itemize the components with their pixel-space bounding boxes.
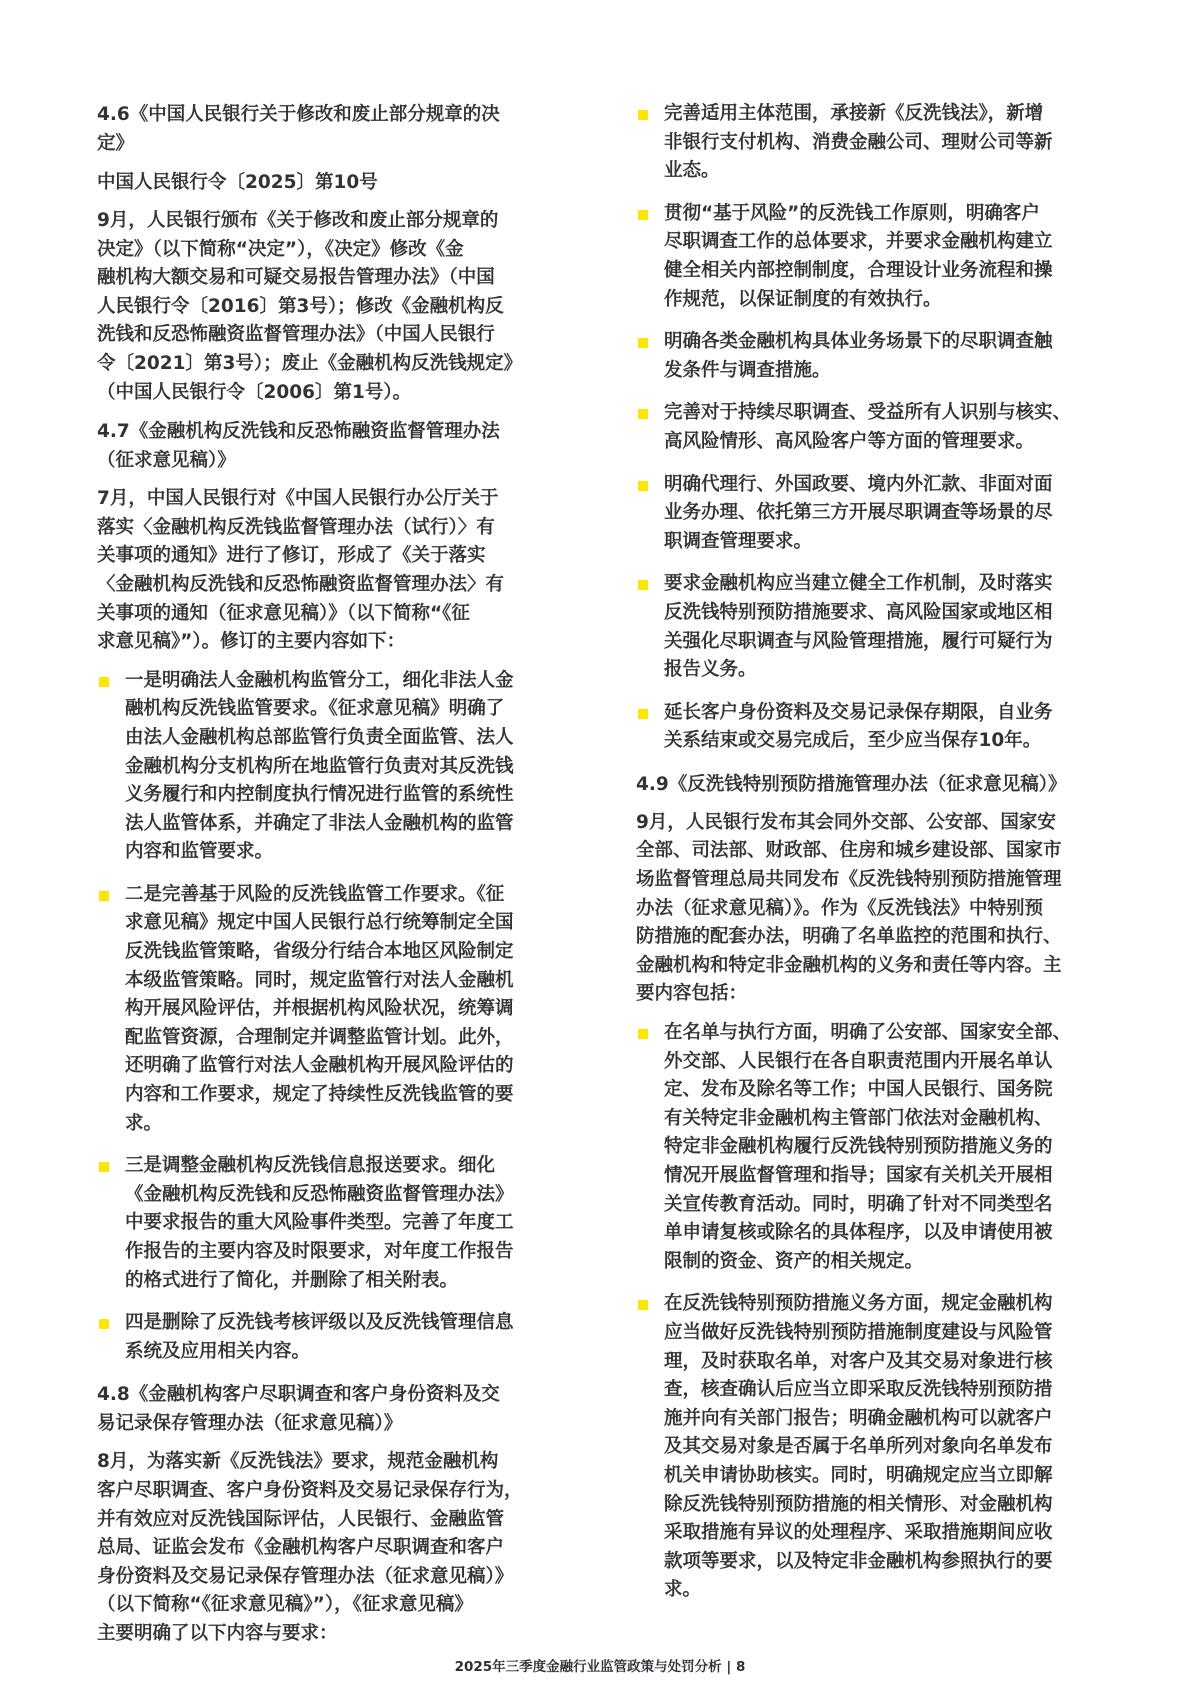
order-number: 中国人民银行令〔2025〕第10号 [97,172,378,193]
bullet-square-icon [99,891,109,901]
list-item: 延长客户身份资料及交易记录保存期限，自业务 关系结束或交易完成后，至少应当保存10年。 [636,699,1106,756]
paragraph-4-9: 9月，人民银行发布其会同外交部、公安部、国家安 全部、司法部、财政部、住房和城乡建设部、国家市 场监督管理总局共同发布《反洗钱特别预防措施管理 办法（征求意见稿）》。作为《反洗钱法》中特别预 防措施的配套办法，明确了名单监控的范围和执行、 金融机构和特定非金融机构的义务和责任等内容。主 要内容包括： [636,811,1062,1005]
bullet-square-icon [99,1162,109,1172]
list-item: 要求金融机构应当建立健全工作机制，及时落实 反洗钱特别预防措施要求、高风险国家或地区相 关强化尽职调查与风险管理措施，履行可疑行为 报告义务。 [636,570,1106,684]
list-item: 三是调整金融机构反洗钱信息报送要求。细化 《金融机构反洗钱和反恐怖融资监督管理办法》 中要求报告的重大风险事件类型。完善了年度工 作报告的主要内容及时限要求，对年度工作报告 的格式进行了简化，并删除了相关附表。 [97,1152,567,1295]
list-item: 在名单与执行方面，明确了公安部、国家安全部、 外交部、人民银行在各自职责范围内开展名单认 定、发布及除名等工作；中国人民银行、国务院 有关特定非金融机构主管部门依法对金融机构、 特定非金融机构履行反洗钱特别预防措施义务的 情况开展监督管理和指导；国家有关机关开展相 关宣传教育活动。同时，明确了针对不同类型名 单申请复核或除名的具体程序，以及申请使用被 限制的资金、资产的相关规定。 [636,1019,1106,1276]
bullet-square-icon [638,1300,648,1310]
list-item: 在反洗钱特别预防措施义务方面，规定金融机构 应当做好反洗钱特别预防措施制度建设与风险管 理，及时获取名单，对客户及其交易对象进行核 查，核查确认后应当立即采取反洗钱特别预防措 施并向有关部门报告；明确金融机构可以就客户 及其交易对象是否属于名单所列对象向名单发布 机关申请协助核实。同时，明确规定应当立即解 除反洗钱特别预防措施的相关情形、对金融机构 采取措施有异议的处理程序、采取措施期间应收 款项等要求，以及特定非金融机构参照执行的要 求。 [636,1290,1106,1605]
list-item: 完善对于持续尽职调查、受益所有人识别与核实、 高风险情形、高风险客户等方面的管理要求。 [636,399,1106,456]
list-item: 四是删除了反洗钱考核评级以及反洗钱管理信息 系统及应用相关内容。 [97,1309,567,1366]
paragraph-4-8: 8月，为落实新《反洗钱法》要求，规范金融机构 客户尽职调查、客户身份资料及交易记录保存行为， 并有效应对反洗钱国际评估，人民银行、金融监管 总局、证监会发布《金融机构客户尽职调查和客户 身份资料及交易记录保存管理办法（征求意见稿）》 （以下简称“《征求意见稿》”），《征求意见稿》 主要明确了以下内容与要求： [97,1451,523,1644]
bullet-square-icon [638,580,648,590]
list-item: 明确各类金融机构具体业务场景下的尽职调查触 发条件与调查措施。 [636,328,1106,385]
bullet-square-icon [638,110,648,120]
paragraph-4-6: 9月，人民银行颁布《关于修改和废止部分规章的 决定》（以下简称“决定”），《决定》修改《金 融机构大额交易和可疑交易报告管理办法》（中国 人民银行令〔2016〕第3号）；修改《金融机构反 洗钱和反恐怖融资监督管理办法》（中国人民银行 令〔2021〕第3号）；废止《金融机构反洗钱规定》 （中国人民银行令〔2006〕第1号）。 [97,210,523,403]
section-heading-4-6: 4.6《中国人民银行关于修改和废止部分规章的决 定》 [97,104,500,154]
list-item: 完善适用主体范围，承接新《反洗钱法》，新增 非银行支付机构、消费金融公司、理财公司等新 业态。 [636,100,1106,186]
right-column [636,100,1106,1619]
section-heading-4-8: 4.8《金融机构客户尽职调查和客户身份资料及交 易记录保存管理办法（征求意见稿）》 [97,1384,500,1435]
bullet-square-icon [99,1319,109,1329]
bullet-square-icon [99,677,109,687]
page-footer: 2025年三季度金融行业监管政策与处罚分析 | 8 [454,1659,746,1675]
bullet-square-icon [638,481,648,491]
bullet-square-icon [638,709,648,719]
bullet-square-icon [638,1029,648,1039]
section-heading-4-9: 4.9《反洗钱特别预防措施管理办法（征求意见稿）》 [636,773,1067,795]
list-item: 二是完善基于风险的反洗钱监管工作要求。《征 求意见稿》规定中国人民银行总行统筹制定全国 反洗钱监管策略，省级分行结合本地区风险制定 本级监管策略。同时，规定监管行对法人金融机 构开展风险评估，并根据机构风险状况，统筹调 配监管资源，合理制定并调整监管计划。此外， 还明确了监管行对法人金融机构开展风险评估的 内容和工作要求，规定了持续性反洗钱监管的要 求。 [97,881,567,1138]
bullet-square-icon [638,409,648,419]
list-item: 明确代理行、外国政要、境内外汇款、非面对面 业务办理、依托第三方开展尽职调查等场景的尽 职调查管理要求。 [636,471,1106,557]
left-column [97,100,567,1659]
section-heading-4-7: 4.7《金融机构反洗钱和反恐怖融资监督管理办法 （征求意见稿）》 [97,421,500,472]
bullet-square-icon [638,210,648,220]
list-item: 一是明确法人金融机构监管分工，细化非法人金 融机构反洗钱监管要求。《征求意见稿》明确了 由法人金融机构总部监管行负责全面监管、法人 金融机构分支机构所在地监管行负责对其反洗钱 义务履行和内控制度执行情况进行监管的系统性 法人监管体系，并确定了非法人金融机构的监管 内容和监管要求。 [97,667,567,867]
bullet-square-icon [638,338,648,348]
list-item: 贯彻“基于风险”的反洗钱工作原则，明确客户 尽职调查工作的总体要求，并要求金融机构建立 健全相关内部控制制度，合理设计业务流程和操 作规范，以保证制度的有效执行。 [636,200,1106,314]
paragraph-4-7: 7月，中国人民银行对《中国人民银行办公厅关于 落实〈金融机构反洗钱监督管理办法（试行）〉有 关事项的通知》进行了修订，形成了《关于落实 〈金融机构反洗钱和反恐怖融资监督管理办法〉有 关事项的通知（征求意见稿）》（以下简称“《征 求意见稿》”）。修订的主要内容如下： [97,488,505,653]
